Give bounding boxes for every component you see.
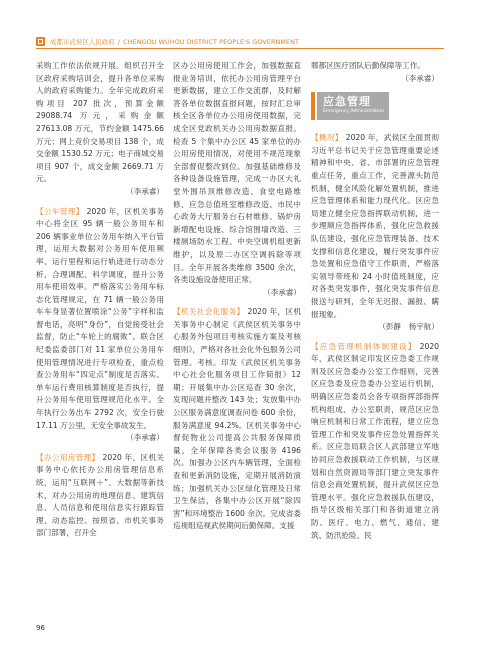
header-title — [50, 37, 299, 46]
header-title-en: CHENGDU WUHOU DISTRICT PEOPLE'S GOVERNMENT — [123, 37, 300, 46]
paragraph-body: 2020 年，区机关事务中心将全区 95 辆一般公务用车和 206 辆事业单位公务用车纳入平台管理，运用大数据对公务用车使用频率、运行里程和运行轨迹进行动态分析，合理调配、科学调度，提升公务用车使用效率。严格落实公务用车标志化管理规定，在 71 辆一般公务用车车身显著位置喷涂“公务”字样和监督电话，亮明“身份”，自觉接受社会监督，防止“车轮上的腐败”。联合区纪委监委部门对 11 家单位公务用车使用管理情况进行专项检查，重点检查公务用车“四定点”制度是否落实、单车运行费用核算制度是否执行，提升公务用车使用管理规范化水平。全年执行公务出车 2792 次，安全行驶 17.11 万公里，无安全事故发生。 — [36, 206, 164, 430]
paragraph-author: （李承睿） — [263, 287, 301, 297]
middle-column — [173, 60, 301, 618]
chapter-title: 应急管理 — [323, 95, 371, 109]
office-space-paragraph — [36, 452, 164, 540]
section-heading: 【概况】 — [311, 133, 343, 143]
procurement-paragraph — [36, 60, 164, 199]
paragraph-author: （李承睿） — [401, 73, 439, 83]
paragraph-body: 采购工作依法依规开展。组织召开全区政府采购培训会，提升各单位采购人的政府采购能力。全年完成政府采购项目 207 批次，预算金额 29088.74 万元，采购金额 27613.08 万元，节约金额 1475.66 万元；网上竞价交易项目 138 个，成交金额 1530.52 万元；电子商城交易项目 907 个，成交金额 2669.71 万元。 — [36, 61, 164, 184]
header-separator: / — [117, 37, 121, 46]
banner-box — [317, 92, 389, 120]
left-column — [36, 60, 164, 618]
paragraph-body: 2020 年，武侯区全面贯彻习近平总书记关于应急管理重要论述精神和中央、省、市部署的应急管理重点任务，重点工作，完善源头防范机制，健全风险化解处置机制，推进应急管理体系和能力现代化。区应急局建立健全应急指挥联动机制，进一步理顺应急指挥体系，强化应急救援队伍建设，强化应急管理装备、技术支撑和信息化建设，履行突发事件应急处置和应急值守工作职责，严格落实领导带班和 24 小时值班制度，应对各类突发事件，强化突发事件信息报送与研判，全年无迟报、漏报、瞒报现象。 — [311, 133, 439, 319]
paragraph-author: （李承睿） — [126, 433, 164, 443]
section-heading: 【应急管理机制体制建设】 — [311, 341, 417, 351]
district-logo-icon — [36, 37, 45, 46]
chapter-subtitle: Emergency Administration — [323, 109, 384, 115]
paragraph-body: 区办公用房使用工作会，加强数据直报业务培训，依托办公用房管理平台更新数据，建立工作交流群，及时解答各单位数据直报问题，按时汇总审核全区各单位办公用房使用数据，完成全区党政机关办公用房数据直报。检查 5 个集中办公区 45 家单位的办公用房使用情况，对使用不规范现象全部督促整改到位。加强基础维修及各种设备设施管理，完成一办区大礼堂外围吊顶维修改造、食堂电路维修、应急总值班室维修改造、市民中心政务大厅服务台石材维修、锅炉房新增配电设施、综合馆围墙改造、三楼厕场防水工程、中央空调机组更新维护，以及原二办区空调拆除等项目。全年开展各类维修 3500 余次，各类设施设备使用正常。 — [173, 61, 301, 285]
social-services-continued-paragraph — [311, 60, 439, 85]
section-heading: 【机关社会化服务】 — [173, 307, 245, 317]
banner-accent-bar — [311, 92, 315, 120]
header-title-cn: 成都市武侯区人民政府 — [50, 37, 115, 46]
right-column — [311, 60, 439, 618]
official-cars-paragraph — [36, 206, 164, 445]
paragraph-author: （彭静 杨宇航） — [378, 322, 439, 332]
mechanism-paragraph — [311, 341, 439, 543]
paragraph-body: 2020 年，武侯区制定印发区应急委工作规则及区应急委办公室工作细则，完善区应急委及应急委办公室运行机制，明确区应急委员会各专项指挥部指挥机构组成、办公室职责，规范区应急响应机制和日常工作流程，建立应急管理工作和突发事件应急处置指挥关系。区应急局联合区人武部建立军地协同应急救援联动工作机制，与区规划和自然资源局等部门建立突发事件信息会商处置机制，提升武侯区应急管理水平。强化应急救援队伍建设，指导区级相关部门和各街道建立消防、医疗、电力、燃气、通信、建筑、防汛抢险、民 — [311, 341, 439, 540]
chapter-banner — [311, 92, 439, 120]
page-number: 96 — [36, 624, 45, 632]
paragraph-body: 郫都区医疗团队后勤保障等工作。 — [311, 61, 425, 70]
paragraph-body: 2020 年，区机关事务中心制定《武侯区机关事务中心服务外包项目考核实施方案及考核细则》，严格对各社会化外包服务公司管理、考核。印发《武侯区机关事务中心社会化服务项目工作简报》12 期；开展集中办公区巡查 30 余次，发现问题并整改 143 处；发放集中办公区服务满意度调查问卷 600 余份，服务满意度 94.2%。区机关事务中心督促物业公司提高公共服务保障质量，全年保障各类会议服务 4196 次。加强办公区内车辆管理，全面检查和更新消防设施，定期开展消防演练；加强机关办公区绿化管理及日常卫生保洁，各集中办公区开展“除四害”和环境整治 1600 余次。完成省委巡视组巡视武侯期间后勤保障。支援 — [173, 307, 301, 531]
section-heading: 【办公用房管理】 — [36, 452, 100, 462]
paragraph-body: 2020 年，区机关事务中心依托办公用房管理信息系统，运用“互联网＋”、大数据等新技术，对办公用房的地理信息、建筑信息、人员信息和使用信息实行跟踪管理、动态监控。按照省、市机关事务部门部署，召开全 — [36, 452, 164, 538]
page-header — [36, 34, 444, 49]
social-services-paragraph — [173, 306, 301, 533]
section-heading: 【公车管理】 — [36, 206, 84, 216]
overview-paragraph — [311, 132, 439, 334]
paragraph-author: （李承睿） — [126, 186, 164, 196]
office-space-continued-paragraph — [173, 60, 301, 299]
